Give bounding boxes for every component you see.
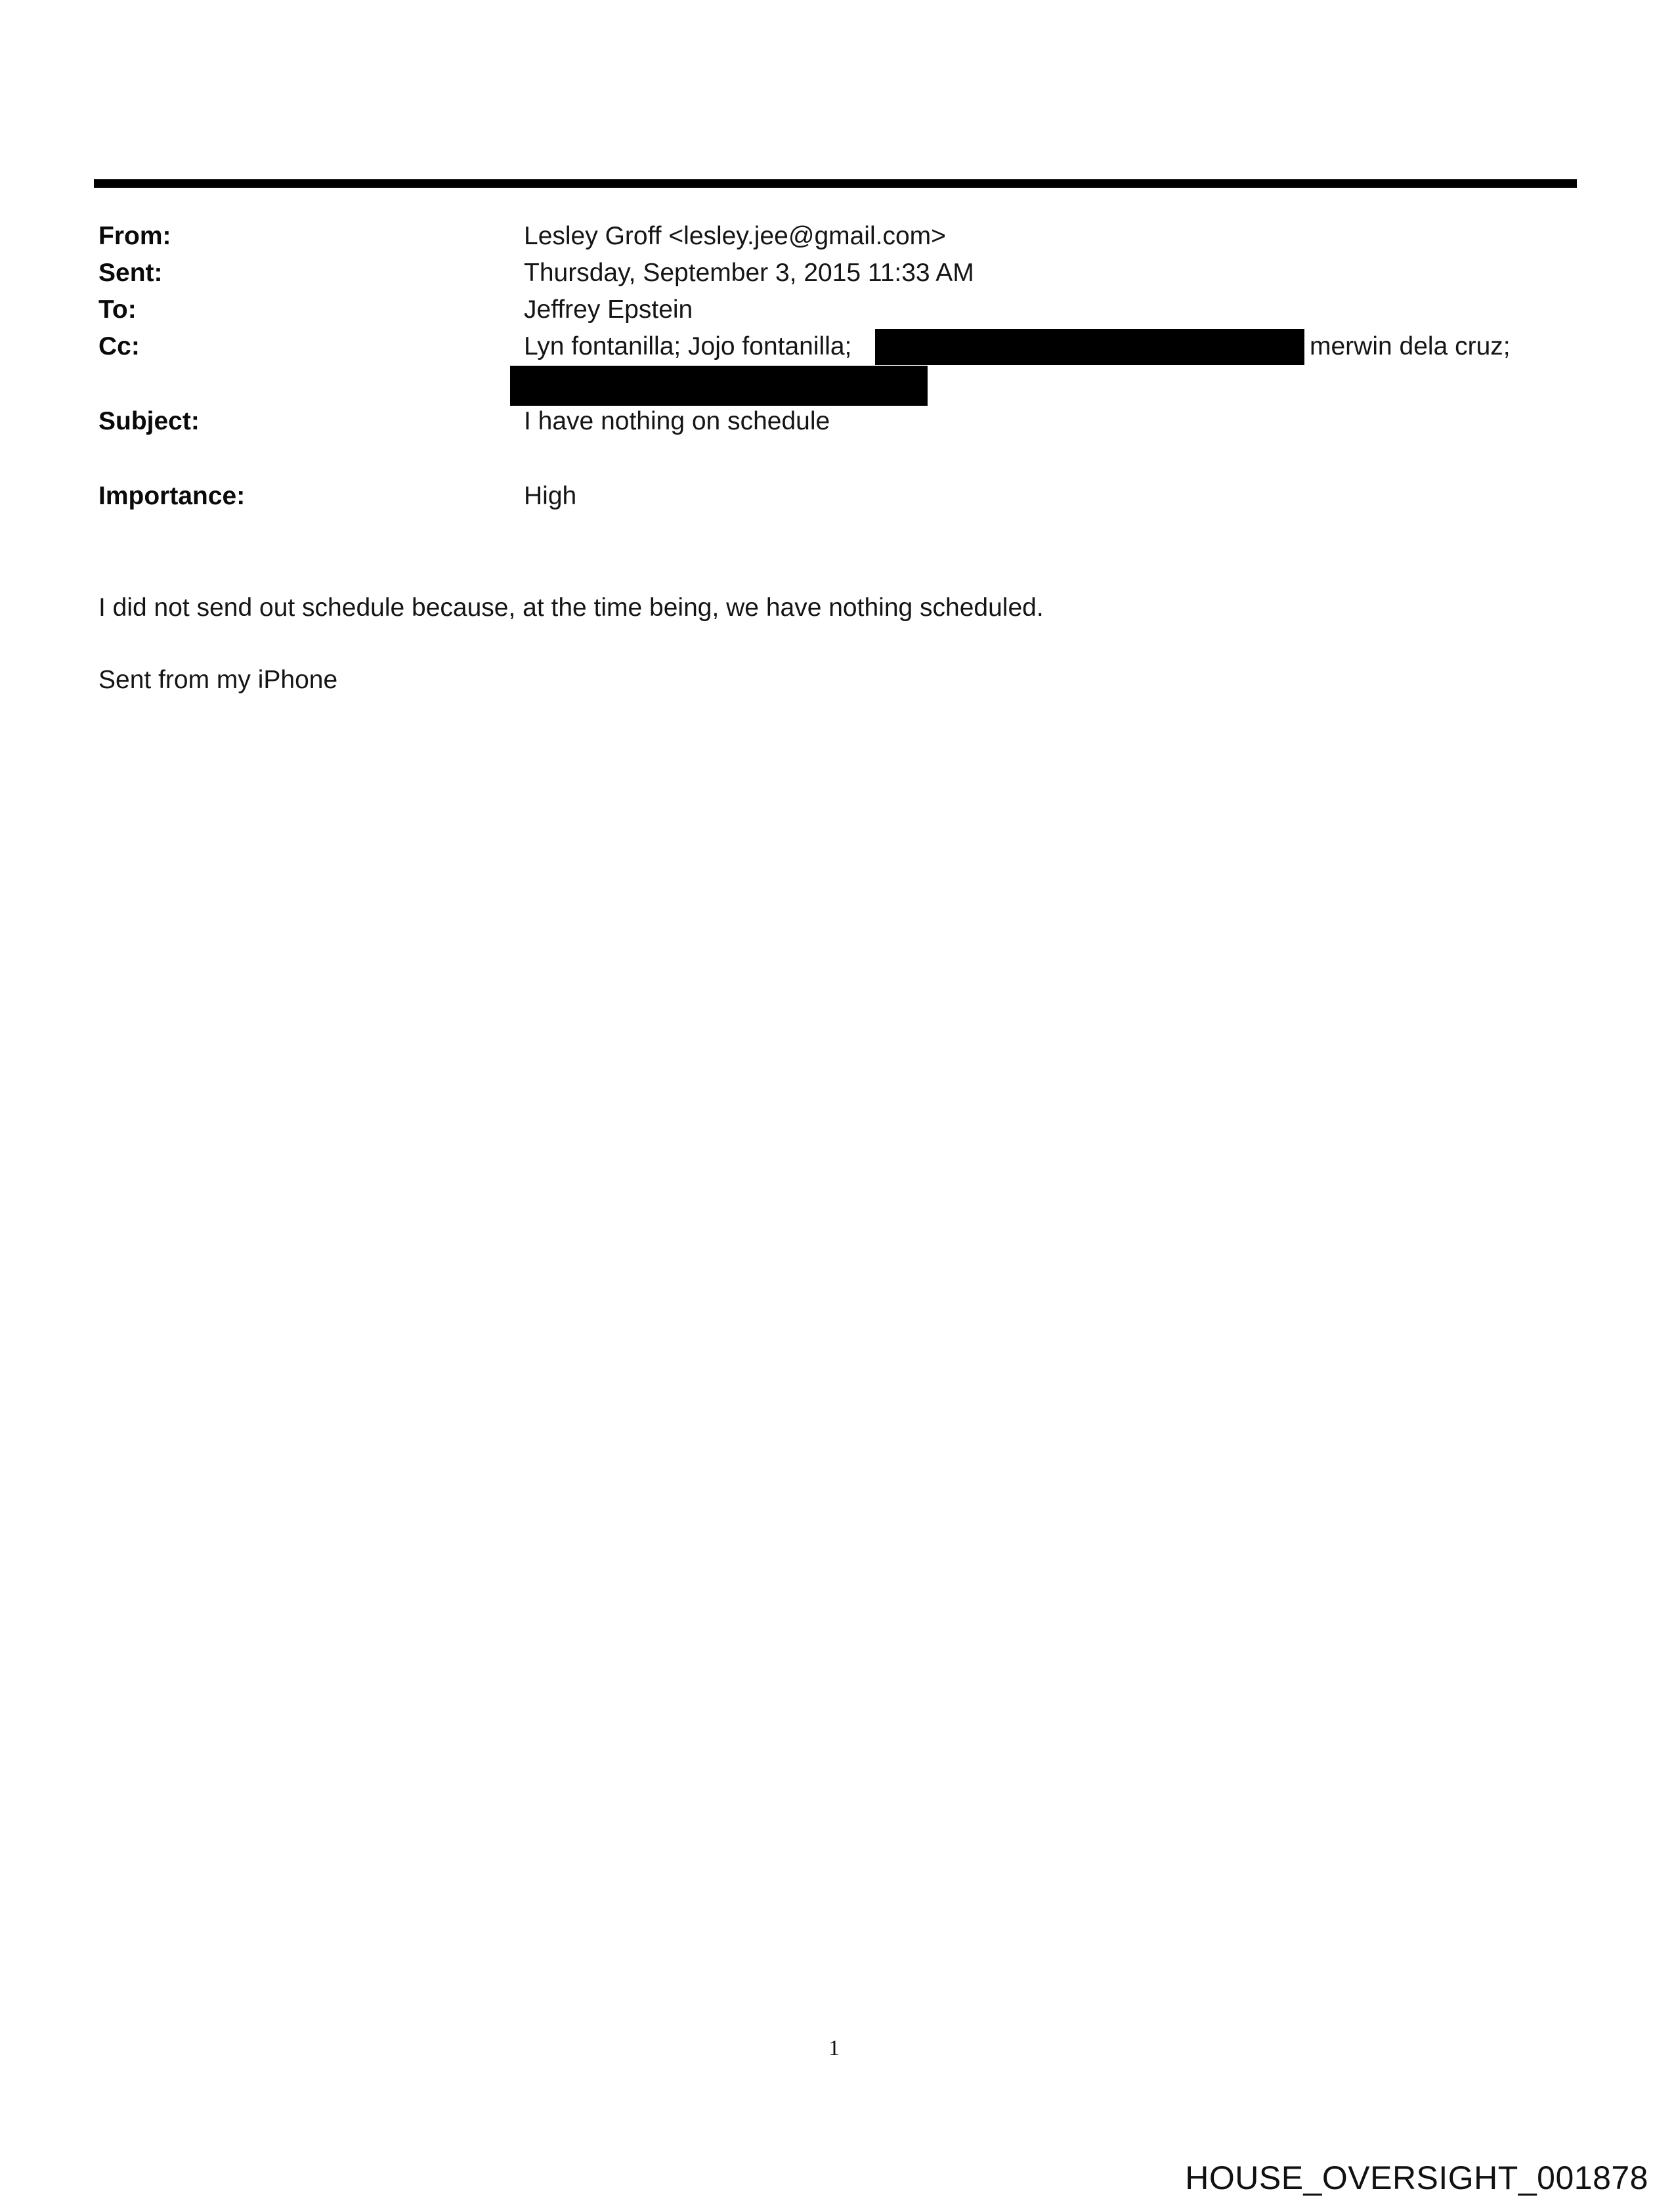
sent-value: Thursday, September 3, 2015 11:33 AM	[524, 259, 974, 287]
cc-label: Cc:	[98, 332, 140, 360]
header-divider-rule	[94, 179, 1577, 188]
cc-redaction-block-second-line	[510, 366, 928, 406]
cc-value-part2: merwin dela cruz;	[1310, 332, 1511, 360]
to-value: Jeffrey Epstein	[524, 295, 693, 324]
sent-label: Sent:	[98, 259, 163, 287]
email-body-line: I did not send out schedule because, at the time being, we have nothing scheduled.	[98, 594, 1044, 622]
email-signature: Sent from my iPhone	[98, 666, 338, 694]
importance-value: High	[524, 482, 577, 510]
subject-label: Subject:	[98, 407, 200, 435]
bates-number: HOUSE_OVERSIGHT_001878	[1185, 2159, 1648, 2196]
page-number: 1	[828, 2036, 840, 2060]
from-value: Lesley Groff <lesley.jee@gmail.com>	[524, 222, 946, 250]
subject-value: I have nothing on schedule	[524, 407, 830, 435]
from-label: From:	[98, 222, 171, 250]
importance-label: Importance:	[98, 482, 246, 510]
to-label: To:	[98, 295, 137, 324]
cc-redaction-block	[875, 329, 1304, 365]
cc-value-part1: Lyn fontanilla; Jojo fontanilla;	[524, 332, 852, 360]
